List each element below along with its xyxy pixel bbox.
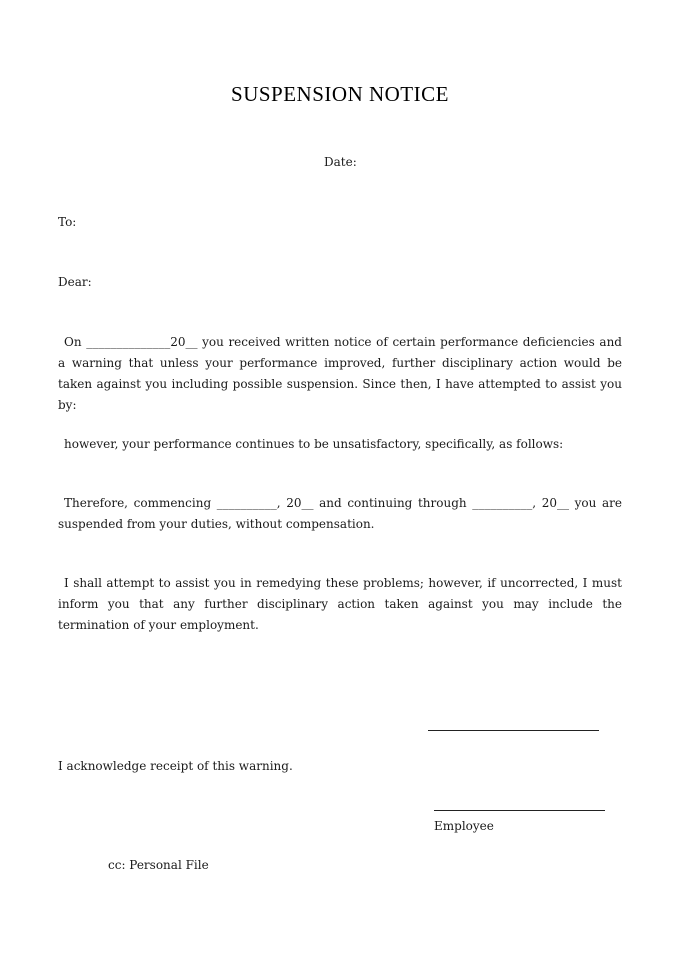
- paragraph-consequences-text: I shall attempt to assist you in remedying these problems; however, if uncorrected, I must inform you that any further disciplinary action taken against you may include the termination of your employment.: [58, 576, 622, 632]
- document-title: SUSPENSION NOTICE: [231, 82, 449, 106]
- paragraph-performance-text: however, your performance continues to be unsatisfactory, specifically, as follows:: [64, 437, 564, 451]
- employee-label: Employee: [434, 819, 494, 833]
- acknowledgement-text: I acknowledge receipt of this warning.: [58, 759, 293, 773]
- paragraph-performance: [58, 434, 622, 455]
- paragraph-consequences: [58, 573, 622, 636]
- cc-note: cc: Personal File: [108, 858, 209, 872]
- supervisor-signature-line: [428, 730, 599, 731]
- employee-signature-line: [434, 810, 605, 811]
- to-label: To:: [58, 215, 77, 229]
- paragraph-suspension-dates-text: Therefore, commencing __________, 20__ and continuing through __________, 20__ you are suspended from your duties, without compensation.: [58, 496, 622, 531]
- date-label: Date:: [324, 155, 357, 169]
- paragraph-suspension-dates: [58, 493, 622, 535]
- paragraph-prior-warning-text: On ______________20__ you received written notice of certain performance deficiencies and a warning that unless your performance improved, further disciplinary action would be taken against you including possible suspension. Since then, I have attempted to assist you by:: [58, 335, 622, 412]
- dear-label: Dear:: [58, 275, 92, 289]
- paragraph-prior-warning: [58, 332, 622, 416]
